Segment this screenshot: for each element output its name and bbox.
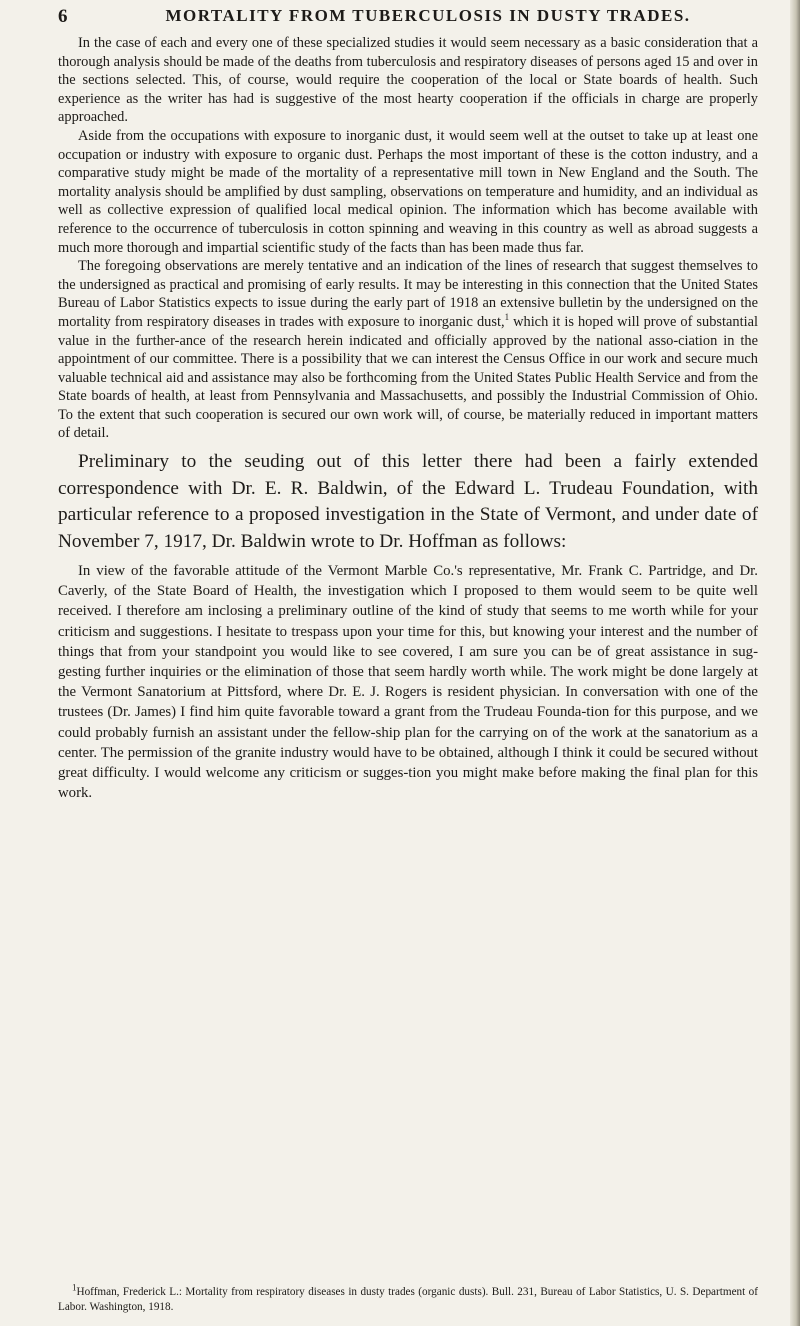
page-edge-shadow bbox=[790, 0, 800, 1326]
page-number: 6 bbox=[58, 6, 68, 27]
paragraph-part-a: The foregoing observations are merely tentative and an indication of the lines of research that suggest themselves to the undersigned as practical and promising of early results. It may be interesting in this connection that the United States Bureau of Labor Statistics expects to issue during the early part of 1918 an extensive bulletin by the undersigned on the mortality from respiratory diseases in trades with exposure to inorganic dust, bbox=[58, 258, 758, 330]
paragraph-dust-analysis: In the case of each and every one of these specialized studies it would seem necessary as a basic consideration that a thorough analysis should be made of the deaths from tuberculosis and respiratory diseases of persons aged 15 and over in the sections selected. This, of course, would require the cooperation of the local or State boards of health. Such experience as the writer has had is suggestive of the most hearty cooperation if the officials in charge are properly approached. bbox=[58, 35, 758, 126]
page-header bbox=[58, 6, 758, 28]
paragraph-part-b: which it is hoped will prove of substantial value in the further-ance of the research herein indicated and officially approved by the national asso-ciation in the appointment of our committee. There is a possibility that we can interest the Census Office in our work and secure much valuable technical aid and assistance may also be forthcoming from the United States Public Health Service and from the State boards of health, at least from Pennsylvania and Massachusetts, and possibly the Industrial Commission of Ohio. To the extent that such cooperation is secured our own work will, of course, be materially reduced in important matters of detail. bbox=[58, 313, 758, 442]
footnote-text: Hoffman, Frederick L.: Mortality from respiratory diseases in dusty trades (organic dusts). Bull. 231, Bureau of Labor Statistics, U. S. Department of Labor. Washington, 1918. bbox=[58, 1286, 758, 1313]
footnote bbox=[58, 1282, 758, 1315]
footnote-reference: 1 bbox=[504, 312, 510, 323]
paragraph-foregoing-observations bbox=[58, 257, 758, 443]
quoted-letter: In view of the favorable attitude of the Vermont Marble Co.'s representative, Mr. Frank C. Partridge, and Dr. Caverly, of the State Board of Health, the investigation which I proposed to them would seem to be quite well received. I therefore am inclosing a preliminary outline of the kind of study that seems to me worth while for your criticism and suggestions. I hesitate to trespass upon your time for this, but knowing your interest and the number of things that from your standpoint you would like to see covered, I am sure you can be of great assistance in sug-gesting further inquiries or the elimination of those that seem hardly worth while. The work might be done largely at the Vermont Sanatorium at Pittsford, where Dr. E. J. Rogers is resident physician. In conversation with one of the trustees (Dr. James) I find him quite favorable toward a grant from the Trudeau Founda-tion for this purpose, and we could probably furnish an assistant under the fellow-ship plan for the carrying on of the work at the sanatorium as a center. The permission of the granite industry would have to be obtained, although I think it could be secured without great difficulty. I would welcome any criticism or sugges-tion you might make before making the final plan for this work. bbox=[58, 563, 758, 802]
footnote-marker: 1 bbox=[72, 1282, 77, 1293]
running-title: MORTALITY FROM TUBERCULOSIS IN DUSTY TRADES. bbox=[165, 6, 691, 25]
paragraph-organic-dust: Aside from the occupations with exposure to inorganic dust, it would seem well at the outset to take up at least one occupation or industry with exposure to organic dust. Perhaps the most important of these is the cotton industry, and a comparative study might be made of the mortality of a representative mill town in New England and the South. The mortality analysis should be amplified by dust sampling, observations on temperature and humidity, and an individual as well as collective expression of qualified local medical opinion. The information which has become available with reference to the occurrence of tuberculosis in cotton spinning and weaving in this country as well as abroad suggests a much more thorough and impartial scientific study of the facts than has been made thus far. bbox=[58, 127, 758, 256]
body-text bbox=[58, 34, 758, 804]
paragraph-preliminary-correspondence: Preliminary to the seuding out of this letter there had been a fairly extended correspondence with Dr. E. R. Baldwin, of the Edward L. Trudeau Foundation, with particular reference to a proposed investigation in the State of Vermont, and under date of November 7, 1917, Dr. Baldwin wrote to Dr. Hoffman as follows: bbox=[58, 451, 758, 552]
